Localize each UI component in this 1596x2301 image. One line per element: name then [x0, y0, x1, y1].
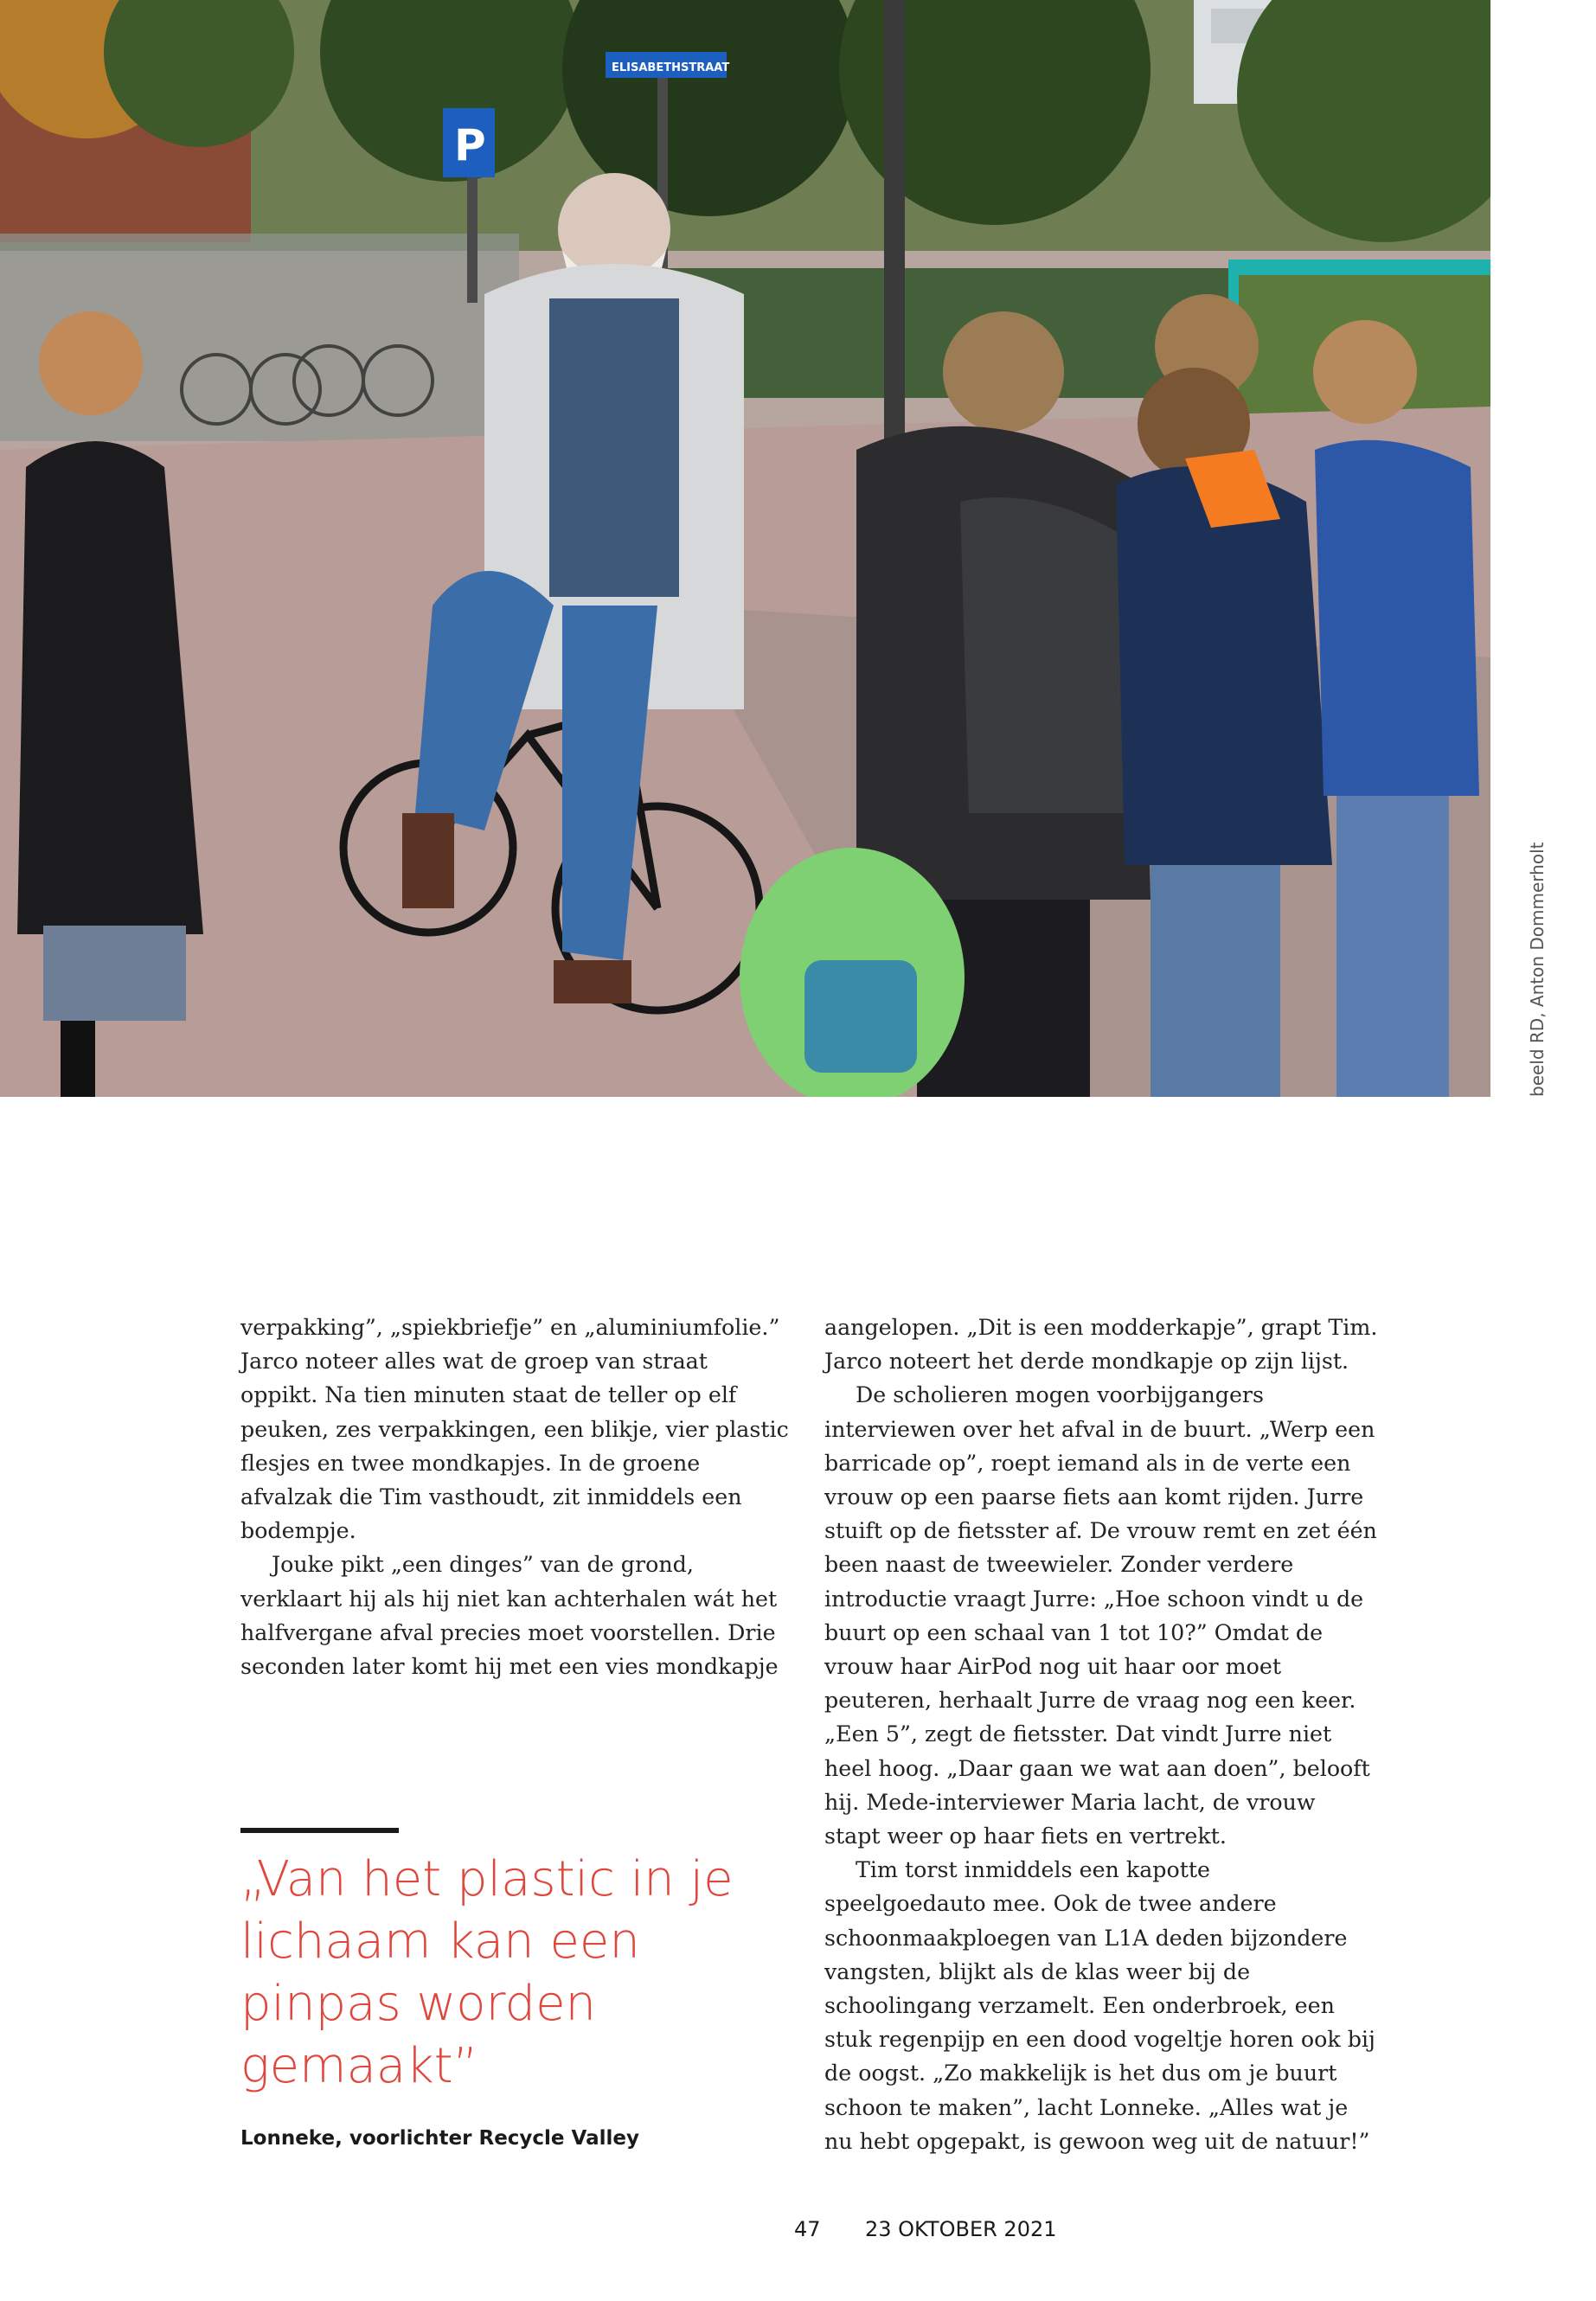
- page-number: 47: [794, 2217, 821, 2241]
- paragraph: verpakking”, „spiekbriefje” en „aluminiumfolie.” Jarco noteer alles wat de groep van straat oppikt. Na tien minuten staat de teller op elf peuken, zes verpakkingen, een blikje, vier plastic flesjes en twee mondkapjes. In de groene afvalzak die Tim vasthoudt, zit inmiddels een bodempje.: [240, 1315, 789, 1544]
- article-column-1: [240, 1311, 789, 1683]
- pull-quote: „Van het plastic in je lichaam kan een pinpas worden gemaakt”: [240, 1851, 734, 2094]
- paragraph: De scholieren mogen voorbijgangers interviewen over het afval in de buurt. „Werp een barricade op”, roept iemand als in de verte een vrouw op een paarse fiets aan komt rijden. Jurre stuift op de fietsster af. De vrouw remt en zet één been naast de tweewieler. Zonder verdere introductie vraagt Jurre: „Hoe schoon vindt u de buurt op een schaal van 1 tot 10?” Omdat de vrouw haar AirPod nog uit haar oor moet peuteren, herhaalt Jurre de vraag nog een keer. „Een 5”, zegt de fietsster. Dat vindt Jurre niet heel hoog. „Daar gaan we wat aan doen”, belooft hij. Mede-interviewer Maria lacht, de vrouw stapt weer op haar fiets en vertrekt.: [824, 1382, 1377, 1849]
- paragraph: Tim torst inmiddels een kapotte speelgoedauto mee. Ook de twee andere schoonmaakploegen van L1A deden bijzondere vangsten, blijkt als de klas weer bij de schoolingang verzamelt. Een onderbroek, een stuk regenpijp en een dood vogeltje horen ook bij de oogst. „Zo makkelijk is het dus om je buurt schoon te maken”, lacht Lonneke. „Alles wat je nu hebt opgepakt, is gewoon weg uit de natuur!”: [824, 1857, 1375, 2154]
- pull-quote-rule: [240, 1828, 399, 1833]
- paragraph: aangelopen. „Dit is een modderkapje”, grapt Tim. Jarco noteert het derde mondkapje op zijn lijst.: [824, 1315, 1378, 1375]
- issue-date: 23 OKTOBER 2021: [865, 2217, 1057, 2241]
- sign-street-name: ELISABETHSTRAAT: [612, 61, 730, 74]
- pull-quote-attribution: Lonneke, voorlichter Recycle Valley: [240, 2127, 639, 2150]
- article-column-2: [824, 1311, 1378, 2158]
- article-photo: [0, 0, 1490, 1097]
- sign-parking: P: [454, 120, 486, 170]
- photo-credit: beeld RD, Anton Dommerholt: [1527, 842, 1548, 1097]
- paragraph: Jouke pikt „een dinges” van de grond, verklaart hij als hij niet kan achterhalen wát het halfvergane afval precies moet voorstellen. Drie seconden later komt hij met een vies mondkapje: [240, 1552, 779, 1680]
